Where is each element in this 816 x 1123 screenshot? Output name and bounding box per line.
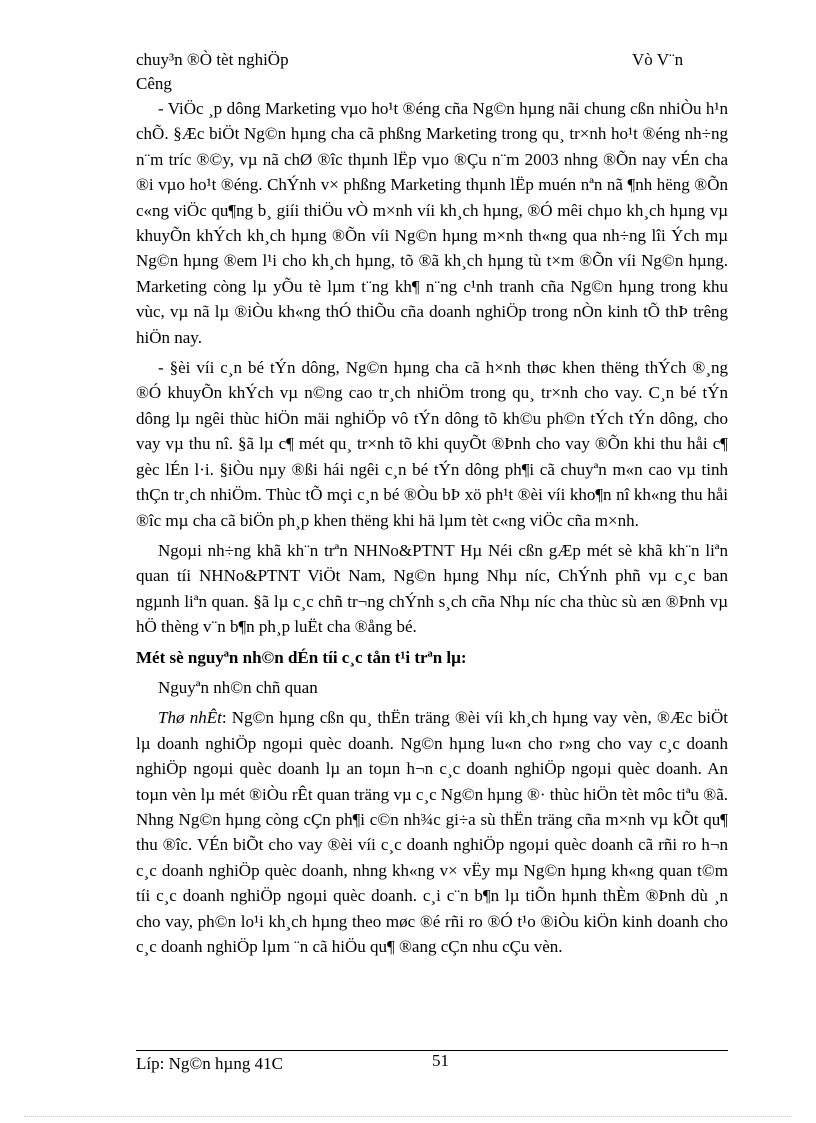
header-title: chuy³n ®Ò tèt nghiÖp <box>136 50 289 69</box>
footer-class: Líp: Ng©n hµng 41C <box>136 1054 283 1073</box>
paragraph-credit-officers: - §èi víi c¸n bé tÝn dông, Ng©n hµng cha cã h×nh thøc khen thëng thÝch ®¸ng ®Ó khuyÕn khÝch vµ n©ng cao tr¸ch nhiÖm trong qu¸ tr×nh cho vay. C¸n bé tÝn dông lµ ngêi thùc hiÖn mäi nghiÖp vô tÝn dông tõ kh©u ph©n tÝch tÝn dông, cho vay vµ thu nî. §ã lµ c¶ mét qu¸ tr×nh tõ khi quyÕt ®Þnh cho vay ®Õn khi thu håi c¶ gèc lÉn l·i. §iÒu nµy ®ßi hái ngêi c¸n bé tÝn dông ph¶i cã chuyªn m«n cao vµ tinh thÇn tr¸ch nhiÖm. Thùc tÕ mçi c¸n bé ®Òu bÞ xö ph¹t ®èi víi kho¶n nî kh«ng thu håi ®îc mµ cha cã biÖn ph¸p khen thëng khi hä lµm tèt c«ng viÖc cña m×nh. <box>136 358 728 530</box>
document-body <box>136 96 728 964</box>
paragraph-marketing: - ViÖc ¸p dông Marketing vµo ho¹t ®éng cña Ng©n hµng nãi chung cßn nhiÒu h¹n chÕ. §Æc biÖt Ng©n hµng cha cã phßng Marketing trong qu¸ tr×nh ho¹t ®éng nh÷ng n¨m tríc ®©y, vµ nã chØ ®îc thµnh lËp vµo ®Çu n¨m 2003 nhng ®Õn nay vÉn cha ®i vµo ho¹t ®éng. ChÝnh v× phßng Marketing thµnh lËp muén nªn nã ¶nh hëng ®Õn c«ng viÖc qu¶ng b¸ giíi thiÖu vÒ m×nh víi kh¸ch hµng, ®Ó mêi chµo kh¸ch hµng vµ khuyÕn khÝch kh¸ch hµng ®Õn víi Ng©n hµng m×nh th«ng qua nh÷ng lîi Ých mµ Ng©n hµng ®em l¹i cho kh¸ch hµng, tõ ®ã kh¸ch hµng tù t×m ®Õn víi Ng©n hµng. Marketing còng lµ yÕu tè lµm t¨ng kh¶ n¨ng c¹nh tranh cña Ng©n hµng trong khu vùc, vµ nã lµ ®iÒu kh«ng thÓ thiÕu cña doanh nghiÖp trong nÒn kinh tÕ thÞ trêng hiÖn nay. <box>136 99 728 347</box>
paragraph-other-difficulties: Ngoµi nh÷ng khã kh¨n trªn NHNo&PTNT Hµ Néi cßn gÆp mét sè khã kh¨n liªn quan tíi NHNo&PTNT ViÖt Nam, Ng©n hµng Nhµ níc, ChÝnh phñ vµ c¸c ban ngµnh liªn quan. §ã lµ c¸c chñ tr¬ng chÝnh s¸ch cña Nhµ níc cha thùc sù æn ®Þnh vµ hÖ thèng v¨n b¶n ph¸p luËt cha ®ång bé. <box>136 540 728 637</box>
header-author-continuation: Cêng <box>136 74 172 93</box>
header-author: Vò V¨n <box>632 50 684 69</box>
first-reason-text: : Ng©n hµng cßn qu¸ thËn träng ®èi víi kh¸ch hµng vay vèn, ®Æc biÖt lµ doanh nghiÖp ngoµi quèc doanh. Ng©n hµng lu«n cho r»ng cho vay c¸c doanh nghiÖp ngoµi quèc doanh lµ an toµn h¬n c¸c doanh nghiÖp ngoµi quèc doanh. An toµn vèn lµ mét ®iÒu rÊt quan träng vµ c¸c Ng©n hµng ®· thùc hiÖn tèt môc tiªu ®ã. Nhng Ng©n hµng còng cÇn ph¶i c©n nh¾c gi÷a sù thËn träng cña m×nh vµ kÕt qu¶ thu ®îc. VÉn biÕt cho vay ®èi víi c¸c doanh nghiÖp ngoµi quèc doanh cã rñi ro h¬n c¸c doanh nghiÖp quèc doanh, nhng kh«ng v× vËy mµ Ng©n hµng kh«ng quan t©m tíi c¸c doanh nghiÖp ngoµi quèc doanh. c¸i c¨n b¶n lµ tiÕn hµnh thÈm ®Þnh dù ¸n cho vay, ph©n lo¹i kh¸ch hµng theo møc ®é rñi ro ®Ó t¹o ®iÒu kiÖn kinh doanh cho c¸c doanh nghiÖp lµm ¨n cã hiÖu qu¶ ®ang cÇn nhu cÇu vèn. <box>136 708 728 956</box>
sub-heading: Nguyªn nh©n chñ quan <box>158 677 318 697</box>
paragraph-first-reason <box>136 705 728 959</box>
page-number: 51 <box>432 1051 449 1070</box>
page-bottom-dotted-line <box>24 1116 792 1117</box>
first-reason-label: Thø nhÊt <box>158 708 222 728</box>
section-heading: Mét sè nguyªn nh©n dÉn tíi c¸c tån t¹i trªn lµ: <box>136 647 467 667</box>
